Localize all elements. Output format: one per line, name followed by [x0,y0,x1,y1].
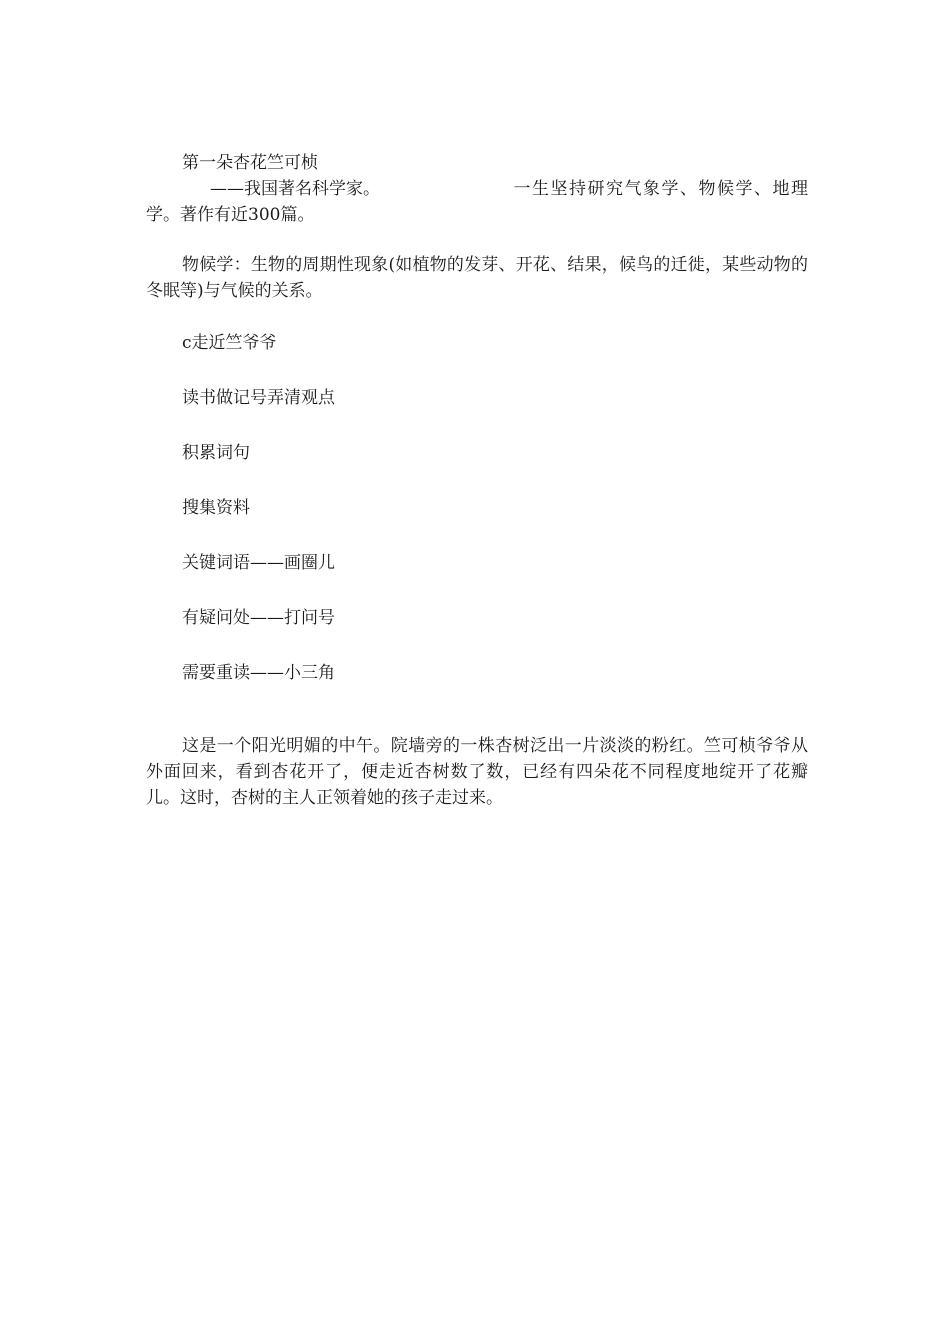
author-intro [146,176,808,228]
list-item: 搜集资料 [182,498,250,518]
list-item: 关键词语——画圈儿 [182,553,335,573]
document-body [146,150,808,811]
list-item: 积累词句 [182,443,250,463]
author-intro-tail-part: 一生坚持研究气象学、物候学、地理学。著作有近300篇。 [146,179,808,225]
spacer [146,228,808,252]
section-heading: c走近竺爷爷 [182,333,277,353]
spacer [146,715,808,733]
list-item: 读书做记号弄清观点 [182,388,335,408]
phenology-definition: 物候学：生物的周期性现象(如植物的发芽、开花、结果，候鸟的迁徙，某些动物的冬眠等)与气候的关系。 [146,255,808,301]
list-item: 需要重读——小三角 [182,663,335,683]
list-item: 有疑问处——打问号 [182,608,335,628]
author-intro-dash-part: ——我国著名科学家。 [210,179,380,199]
story-paragraph: 这是一个阳光明媚的中午。院墙旁的一株杏树泛出一片淡淡的粉红。竺可桢爷爷从外面回来，看到杏花开了，便走近杏树数了数，已经有四朵花不同程度地绽开了花瓣儿。这时，杏树的主人正领着她的孩子走过来。 [146,736,808,808]
spacer [146,304,808,330]
document-title: 第一朵杏花竺可桢 [182,153,318,173]
